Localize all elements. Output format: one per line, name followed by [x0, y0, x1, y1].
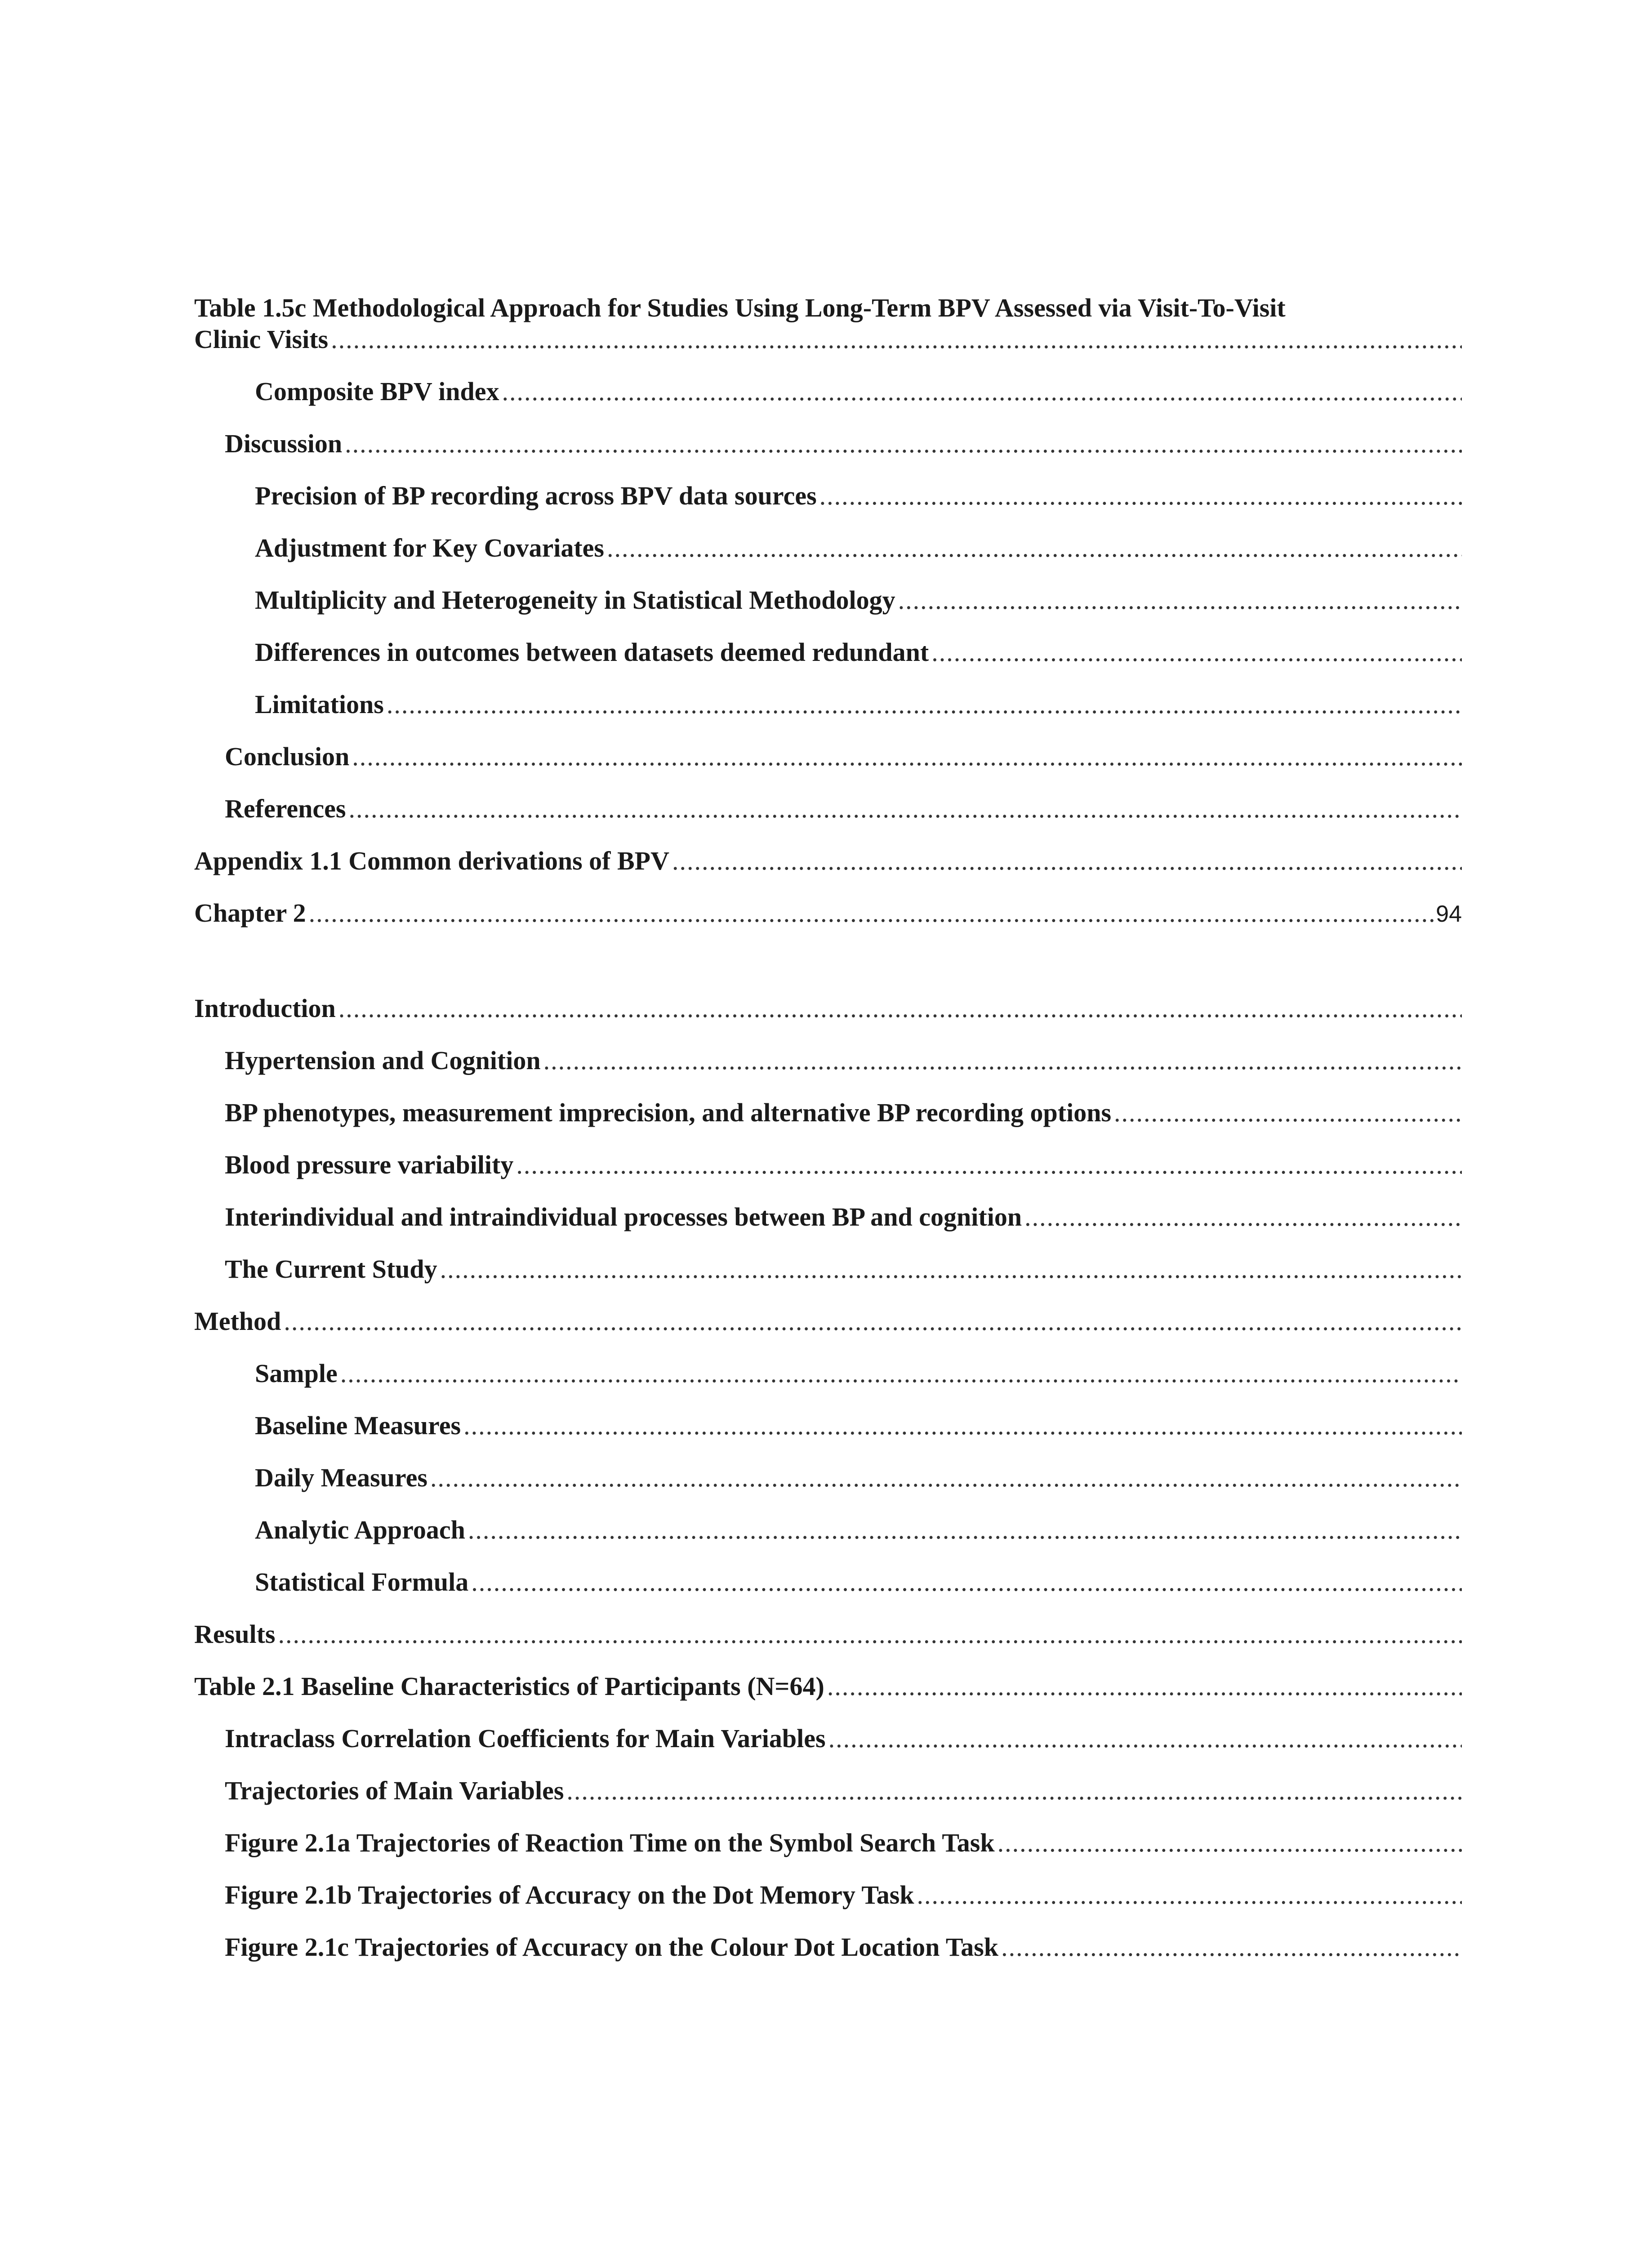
toc-entry-title-line2: Clinic Visits — [194, 325, 329, 354]
toc-dot-leader — [827, 1671, 1462, 1702]
toc-entry[interactable] — [255, 584, 1462, 616]
toc-entry[interactable] — [255, 637, 1462, 668]
toc-dot-leader — [828, 1723, 1462, 1754]
toc-entry[interactable] — [225, 1045, 1462, 1076]
toc-entry[interactable] — [194, 1619, 1462, 1650]
toc-entry-title: Figure 2.1a Trajectories of Reaction Time on the Symbol Search Task — [225, 1828, 995, 1857]
toc-entry-title: Discussion — [225, 429, 343, 458]
toc-dot-leader — [931, 637, 1462, 668]
toc-entries-group-a — [194, 376, 1462, 930]
toc-entry[interactable] — [255, 1566, 1462, 1598]
toc-dot-leader — [543, 1045, 1462, 1076]
toc-entry-title-line1: Table 1.5c Methodological Approach for Studies Using Long-Term BPV Assessed via Visit-To-Visit — [194, 293, 1286, 322]
toc-dot-leader — [463, 1410, 1462, 1441]
toc-entry[interactable] — [255, 1410, 1462, 1441]
toc-dot-leader — [430, 1462, 1462, 1494]
toc-entry-title: BP phenotypes, measurement imprecision, and alternative BP recording options — [225, 1098, 1112, 1127]
toc-entry-title: Differences in outcomes between datasets deemed redundant — [255, 638, 929, 667]
toc-dot-leader — [997, 1827, 1462, 1859]
toc-dot-leader — [502, 376, 1462, 407]
toc-entry-title: Introduction — [194, 994, 336, 1023]
toc-dot-leader — [1024, 1201, 1462, 1233]
toc-entry[interactable] — [255, 1358, 1462, 1389]
toc-entry[interactable] — [225, 1149, 1462, 1181]
toc-entry[interactable] — [225, 793, 1462, 825]
toc-entry-title: Results — [194, 1619, 276, 1649]
toc-dot-leader — [516, 1149, 1462, 1181]
toc-dot-leader — [607, 532, 1462, 564]
toc-dot-leader — [278, 1619, 1462, 1650]
toc-dot-leader — [440, 1253, 1462, 1285]
toc-entry-title: References — [225, 794, 346, 823]
toc-entry[interactable] — [255, 1462, 1462, 1494]
toc-entry-title: Multiplicity and Heterogeneity in Statistical Methodology — [255, 585, 895, 615]
toc-entry-title: Figure 2.1b Trajectories of Accuracy on the Dot Memory Task — [225, 1880, 914, 1909]
toc-entry-title: Intraclass Correlation Coefficients for Main Variables — [225, 1724, 826, 1753]
toc-entry[interactable] — [194, 897, 1462, 930]
toc-dot-leader — [331, 324, 1462, 355]
toc-entry[interactable] — [255, 1514, 1462, 1546]
toc-dot-leader — [1001, 1931, 1462, 1963]
toc-entry-title: Analytic Approach — [255, 1515, 465, 1544]
toc-dot-leader — [819, 480, 1462, 512]
toc-dot-leader — [468, 1514, 1462, 1546]
toc-dot-leader — [348, 793, 1462, 825]
toc-entry-title: Figure 2.1c Trajectories of Accuracy on the Colour Dot Location Task — [225, 1932, 999, 1962]
toc-entry[interactable] — [255, 532, 1462, 564]
toc-entry-title: Baseline Measures — [255, 1411, 461, 1440]
toc-entry[interactable] — [194, 993, 1462, 1024]
toc-entry[interactable] — [194, 292, 1462, 355]
toc-dot-leader — [309, 897, 1436, 929]
toc-entry-title: Limitations — [255, 690, 384, 719]
toc-entry-title: Method — [194, 1307, 281, 1336]
toc-entry[interactable] — [225, 1723, 1462, 1754]
toc-dot-leader — [387, 689, 1462, 720]
toc-entry[interactable] — [225, 741, 1462, 772]
toc-entry[interactable] — [194, 845, 1462, 877]
toc-entry[interactable] — [194, 1306, 1462, 1337]
toc-entry-title: Adjustment for Key Covariates — [255, 533, 604, 562]
toc-dot-leader — [352, 741, 1462, 772]
toc-dot-leader — [566, 1775, 1462, 1806]
toc-entry-title: Daily Measures — [255, 1463, 427, 1492]
toc-dot-leader — [471, 1566, 1462, 1598]
toc-entry[interactable] — [225, 1827, 1462, 1859]
toc-entry[interactable] — [225, 1879, 1462, 1911]
toc-dot-leader — [284, 1306, 1462, 1337]
toc-entry-title: Sample — [255, 1359, 338, 1388]
toc-entry-title: Chapter 2 — [194, 898, 306, 928]
toc-entry[interactable] — [225, 1201, 1462, 1233]
toc-entry[interactable] — [225, 1775, 1462, 1806]
toc-entry[interactable] — [225, 1931, 1462, 1963]
toc-entry-title: The Current Study — [225, 1254, 437, 1284]
toc-entry[interactable] — [225, 1097, 1462, 1128]
toc-entry-title: Appendix 1.1 Common derivations of BPV — [194, 846, 669, 875]
toc-dot-leader — [898, 584, 1462, 616]
toc-dot-leader — [345, 428, 1462, 459]
toc-dot-leader — [672, 845, 1462, 877]
toc-entry-title: Statistical Formula — [255, 1567, 469, 1597]
toc-entry[interactable] — [255, 376, 1462, 407]
toc-dot-leader — [338, 993, 1462, 1024]
toc-entry-title: Conclusion — [225, 742, 350, 771]
toc-entry-title: Precision of BP recording across BPV data sources — [255, 481, 817, 510]
toc-entries-group-b — [194, 993, 1462, 1963]
toc-entry-title: Hypertension and Cognition — [225, 1046, 541, 1075]
toc-entry[interactable] — [255, 480, 1462, 512]
toc-dot-leader — [340, 1358, 1462, 1389]
toc-entry[interactable] — [225, 1253, 1462, 1285]
table-of-contents — [194, 292, 1462, 1963]
toc-entry[interactable] — [225, 428, 1462, 459]
toc-entry-title: Blood pressure variability — [225, 1150, 514, 1179]
toc-entry[interactable] — [255, 689, 1462, 720]
toc-entry[interactable] — [194, 1671, 1462, 1702]
toc-entry-title: Interindividual and intraindividual processes between BP and cognition — [225, 1202, 1022, 1231]
toc-dot-leader — [1114, 1097, 1462, 1128]
toc-entry-title: Table 2.1 Baseline Characteristics of Participants (N=64) — [194, 1672, 824, 1701]
toc-entry-title: Composite BPV index — [255, 377, 499, 406]
toc-page-number: 94 — [1436, 901, 1462, 927]
toc-entry-title: Trajectories of Main Variables — [225, 1776, 564, 1805]
toc-dot-leader — [917, 1879, 1462, 1911]
